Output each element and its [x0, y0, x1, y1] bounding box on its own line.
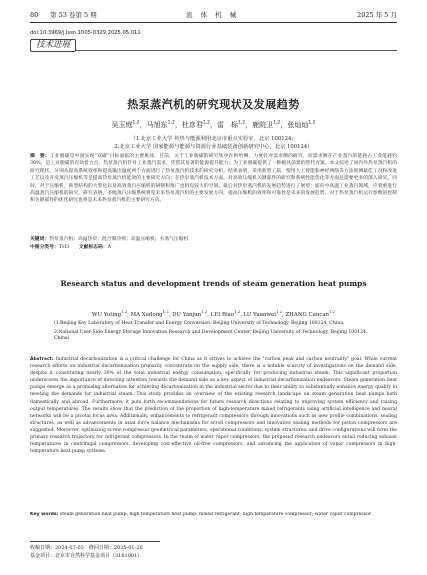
section-tag-bar [30, 39, 397, 51]
doc-code-value: A [107, 245, 112, 250]
clc-label: 中图分类号： [30, 245, 59, 250]
en-authors [0, 309, 427, 318]
doi-line: doi:10.3969/j.issn.1005-0329.2025.05.011 [30, 30, 141, 36]
clc-value: TH3 [58, 245, 70, 250]
cn-authors [0, 120, 427, 130]
en-abstract-label: Abstract: [30, 357, 54, 362]
cn-abstract-label: 摘 要： [30, 154, 50, 159]
en-keywords-text: steam generation heat pump; high temperature heat pump; mixed refrigerant; high temperature compressor; water vapor compressor [59, 512, 371, 517]
header-rule [30, 22, 397, 23]
section-tag: 技术进展 [30, 39, 76, 52]
doc-code-label: 文献标志码： [78, 245, 108, 250]
cn-author: 雷 标$^{1,2}$， [217, 120, 253, 129]
cn-author: 鹿院卫$^{1,2}$， [252, 120, 288, 129]
en-abstract-text: Industrial decarbonization is a critical challenge for China as it strives to achieve the "carbon peak and carbon neutrality" goal. While current research efforts on industrial decarbonization primarily concentrate on the supply side, there is a notable scarcity of investigations on the demand side, despite it constituting nearly 30% of the total industrial energy consumption, specifically for producing industrial steam. This significant proportion underscores the importance of directing attention towards the demand side as a key aspect of industrial decarbonization endeavors. Steam generation heat pumps emerge as a promising alternative for achieving decarbonization in the industrial sector due to their ability to substantially enhance energy quality in meeting the demands for industrial steam. This study provides an overview of the existing research landscape on steam generation heat pumps both domestically and abroad. Furthermore, it puts forth recommendations for future research directions relating to improving system efficiency and raising output temperatures. The results show that the prediction of the proportion of high-temperature mixed refrigerants using artificial intelligence and neural networks will be a pivotal focus area. Additionally, enhancements to refrigerant compressors through innovations such as new profile combinations, sealing structures, as well as advancements in axial force balance mechanisms for scroll compressors and innovative sealing methods for piston compressors are suggested. Moreover, optimizing screw compressor geometrical parameters, operational conditions, system structures, and drive configurations will form the primary research trajectory for refrigerant compressors. In the realm of water vapor compressors, the proposed research endeavors entail reducing exhaust temperatures in centrifugal compressors, developing cost-effective oil-free compressors, and advancing the application of vapor compressors in high-temperature heat pump systems. [30, 357, 397, 455]
cn-keywords-label: 关键词： [30, 237, 50, 242]
cn-classification [30, 244, 397, 251]
en-affiliation-1: (1.Beijing Key Laboratory of Heat Transfer and Energy Conversion, Beijing University of Technology, Beijing 100124, China; [54, 321, 345, 326]
cn-keywords-text: 热泵蒸汽机；高温热泵；混合制冷剂；高温压缩机；水蒸气压缩机 [49, 237, 189, 242]
cn-keywords [30, 236, 397, 243]
header-date: 2025 年 5 月 [357, 11, 397, 19]
header-volume-issue: 第 53 卷第 5 期 [50, 11, 97, 19]
cn-author: 杜彦君$^{1,2}$， [181, 120, 217, 129]
en-keywords-label: Key words: [30, 512, 59, 517]
en-author: LU Yuanwei$^{1,2}$, [243, 309, 286, 318]
cn-abstract-text: 工业脱碳是中国实现“双碳”目标面临的主要挑战。目前，关于工业脱碳的研究集中在供给侧，力度针对需求侧的研究，而需求侧在产业蒸汽的能耗占工业能耗约 30%，是工业脱碳的有效着力点。热泵蒸汽机针对工业蒸汽需求，凭借其显著的能源提升能力，为工业脱碳提供了一种极具前景的替代方案。本文综述了国内外热泵蒸汽机的研究现状，分别从提高系统效率和提高输出温度两个方面进行了热泵蒸汽机技术的研究分析。结果表明，采用新型工质、使用人工智能和神经网络等方法预测最佳工况和改进工艺以及开发蒸汽压缩机等是提高热泵蒸汽机能效的主要研究方向；在热泵蒸汽机技术方面，对高效压缩机关键部件的研究和系统性能优化等方面还需要更多的深入研究。同时，对于压缩机，新型结构的大型化以及高效蒸汽压缩机的研制和推广也仍有较大的空间。最后对热泵蒸汽机的发展趋势进行了展望：面向中高温工业蒸汽领域，应着重进行高温蒸汽压缩机的研究，研究表明，多级蒸汽压缩系统将是未来热泵蒸汽机的主要发展方向，提高压缩机的效率和可靠性是未来的发展趋势，对于热泵蒸汽机运行参数的控制和关键部件的优化研究也将是未来热泵蒸汽机的主要研究方向。 [30, 154, 397, 204]
cn-title: 热泵蒸汽机的研究现状及发展趋势 [127, 98, 300, 111]
footnote-dates: 收稿日期：2024-07-03 修回日期：2025-01-26 [30, 545, 143, 551]
en-affiliation-2: 2.National User-Side Energy Storage Innovation Research and Development Center, Beijing University of Technology, Beijing 100124, China) [54, 330, 368, 342]
footnote-funding: 基金项目：北京市自然科学基金项目（3181001） [30, 553, 143, 559]
en-abstract [30, 356, 397, 509]
cn-affiliation-2: 2.北京工业大学 国家能源与能源与资源行业基础装备创新研究中心，北京 100124） [114, 144, 313, 150]
cn-abstract [30, 153, 397, 233]
en-author: WU Yuting$^{1,2}$, [91, 309, 131, 318]
cn-affiliation-1: （1.北京工业大学 传热与能源利用北京市重点实验室，北京 100124； [130, 136, 297, 142]
cn-author: 吴玉庭$^{1,2}$， [111, 120, 147, 129]
header-page-number: 80 [30, 11, 39, 19]
footnote-rule [30, 541, 160, 542]
en-author: LEI Biao$^{1,2}$, [210, 309, 244, 318]
en-author: ZHANG Cancan$^{1,2}$ [285, 309, 336, 318]
en-keywords [30, 512, 397, 526]
en-author: MA Xudong$^{1,2}$, [130, 309, 173, 318]
header-journal-name: 流 体 机 械 [186, 11, 240, 19]
cn-author: 张灿灿$^{1,2}$ [287, 120, 316, 129]
en-author: DU Yanjun$^{1,2}$, [172, 309, 211, 318]
section-rule [30, 50, 397, 51]
en-title: Research status and development trends of steam generation heat pumps [60, 279, 367, 288]
cn-author: 马旭东$^{1,2}$， [146, 120, 182, 129]
